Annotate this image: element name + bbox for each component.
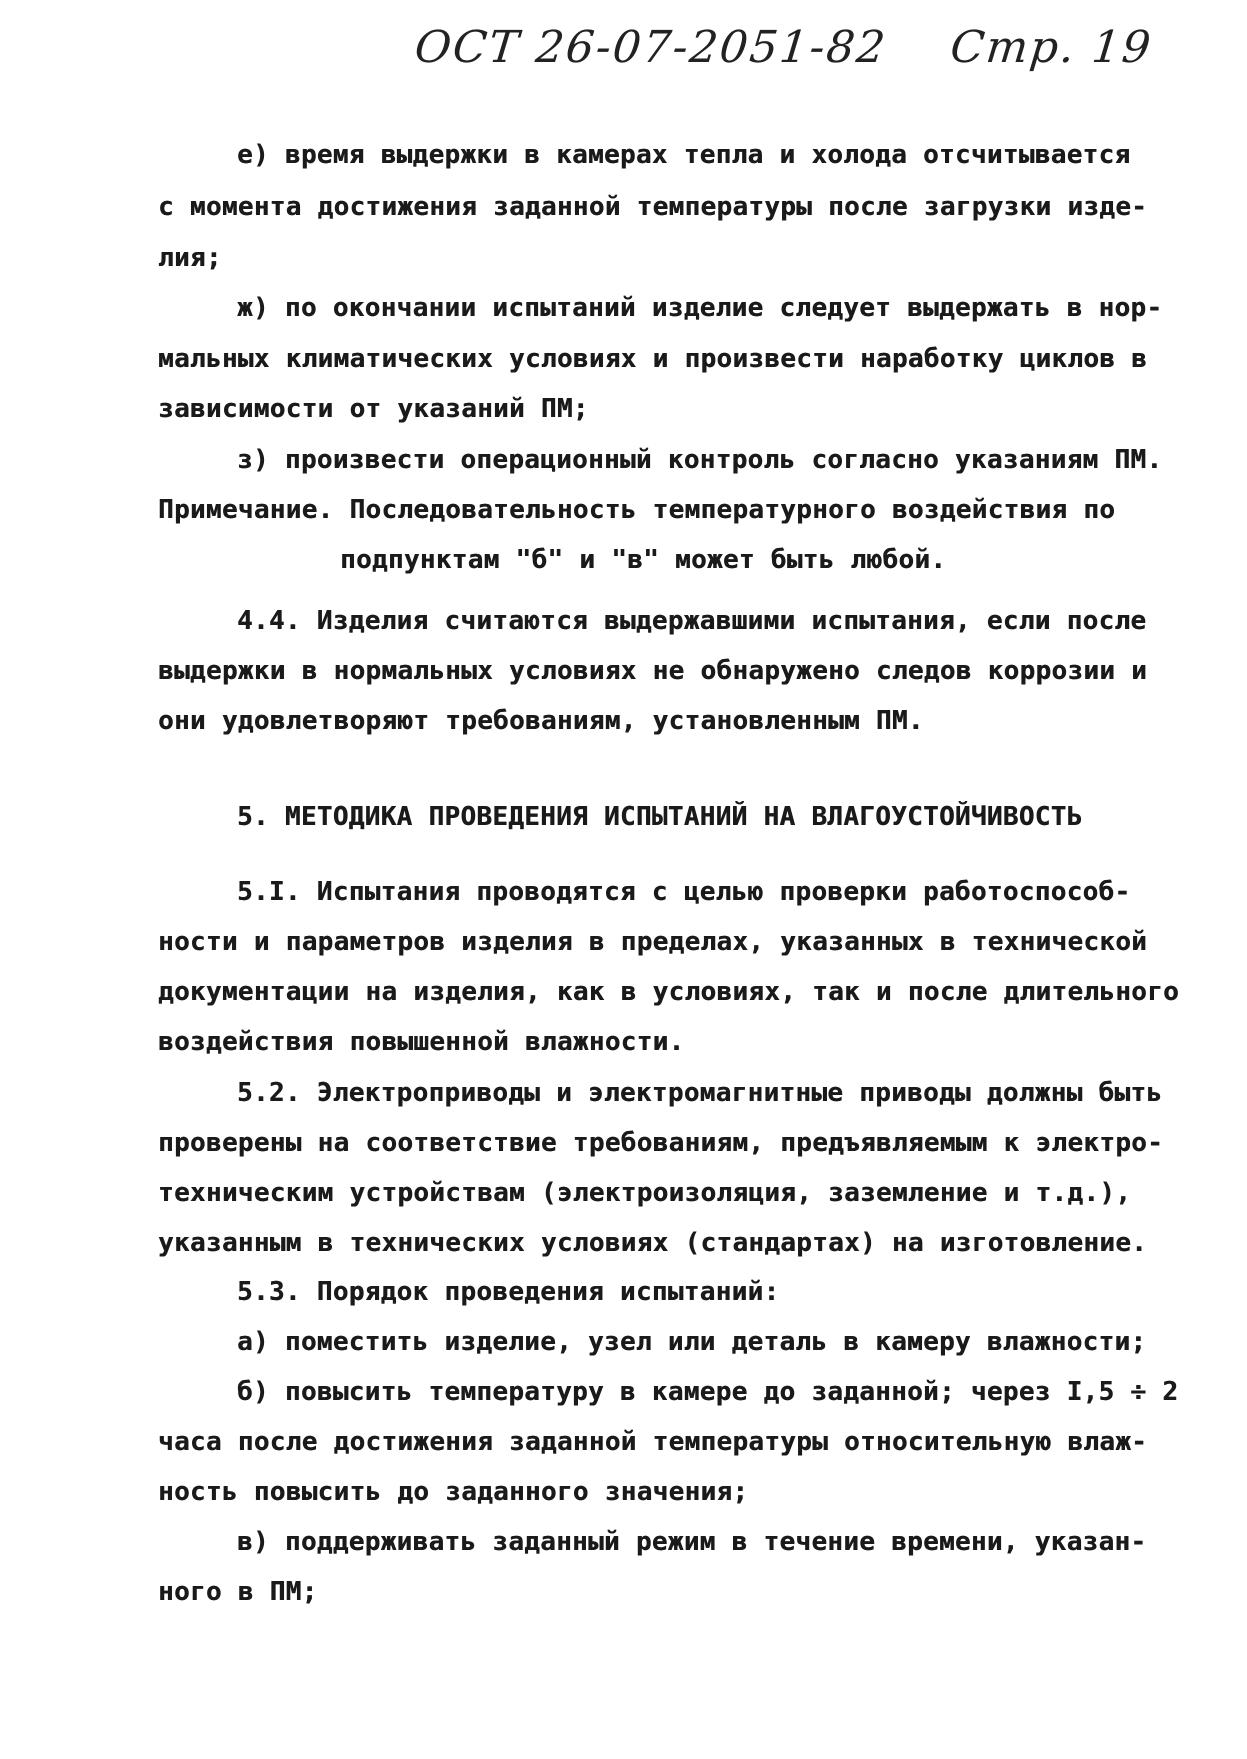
text-line: мальных климатических условиях и произвести наработку циклов в: [158, 344, 1148, 374]
text-line: 4.4. Изделия считаются выдержавшими испытания, если после: [237, 606, 1147, 636]
page-number: Стр. 19: [947, 22, 1155, 73]
text-line: ного в ПМ;: [158, 1577, 318, 1607]
text-line: с момента достижения заданной температуры после загрузки изде-: [158, 192, 1148, 222]
text-line: проверены на соответствие требованиям, предъявляемым к электро-: [158, 1128, 1164, 1158]
text-line: е) время выдержки в камерах тепла и холода отсчитывается: [237, 140, 1131, 170]
text-line: ности и параметров изделия в пределах, указанных в технической: [158, 927, 1148, 957]
text-line: 5.2. Электроприводы и электромагнитные приводы должны быть: [237, 1078, 1163, 1108]
text-line: а) поместить изделие, узел или деталь в камеру влажности;: [237, 1327, 1147, 1357]
text-line: 5.3. Порядок проведения испытаний:: [237, 1277, 780, 1307]
document-code: ОСТ 26-07-2051-82: [412, 22, 890, 73]
text-line: з) произвести операционный контроль согласно указаниям ПМ.: [237, 445, 1163, 475]
section-heading: 5. МЕТОДИКА ПРОВЕДЕНИЯ ИСПЫТАНИЙ НА ВЛАГОУСТОЙЧИВОСТЬ: [237, 802, 1083, 832]
text-line: воздействия повышенной влажности.: [158, 1027, 685, 1057]
text-line: б) повысить температуру в камере до заданной; через I,5 ÷ 2: [237, 1377, 1179, 1407]
text-line: документации на изделия, как в условиях, так и после длительного: [158, 977, 1180, 1007]
text-line: указанным в технических условиях (стандартах) на изготовление.: [158, 1228, 1148, 1258]
text-line: они удовлетворяют требованиям, установленным ПМ.: [158, 706, 924, 736]
text-line: лия;: [158, 243, 222, 273]
text-line: ж) по окончании испытаний изделие следует выдержать в нор-: [237, 293, 1163, 323]
text-line: зависимости от указаний ПМ;: [158, 394, 589, 424]
text-line: техническим устройствам (электроизоляция, заземление и т.д.),: [158, 1178, 1132, 1208]
note-line: подпунктам "б" и "в" может быть любой.: [340, 545, 947, 575]
text-line: часа после достижения заданной температуры относительную влаж-: [158, 1427, 1148, 1457]
text-line: в) поддерживать заданный режим в течение времени, указан-: [237, 1527, 1147, 1557]
page-header: [412, 22, 1154, 73]
note-line: Примечание. Последовательность температурного воздействия по: [158, 495, 1116, 525]
text-line: ность повысить до заданного значения;: [158, 1477, 749, 1507]
text-line: выдержки в нормальных условиях не обнаружено следов коррозии и: [158, 656, 1148, 686]
text-line: 5.I. Испытания проводятся с целью проверки работоспособ-: [237, 877, 1131, 907]
